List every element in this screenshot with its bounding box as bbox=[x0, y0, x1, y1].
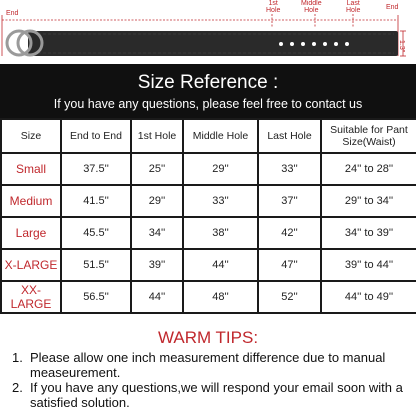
warm-tips-title: WARM TIPS: bbox=[157, 328, 259, 347]
table-cell: 33'' bbox=[258, 153, 321, 185]
table-cell: 51.5'' bbox=[61, 249, 131, 281]
table-row bbox=[1, 185, 416, 217]
size-reference-subtitle: If you have any questions, please feel free to contact us bbox=[53, 97, 363, 111]
table-cell: 34'' bbox=[131, 217, 183, 249]
table-cell: 29'' bbox=[131, 185, 183, 217]
table-row bbox=[1, 281, 416, 313]
table-cell: 42'' bbox=[258, 217, 321, 249]
table-cell: 37.5'' bbox=[61, 153, 131, 185]
tip-item bbox=[12, 380, 410, 410]
table-cell: 44'' bbox=[183, 249, 258, 281]
table-cell: 47'' bbox=[258, 249, 321, 281]
header-last-hole: Last Hole bbox=[258, 119, 321, 153]
belt-diagram bbox=[0, 0, 416, 64]
header-size: Size bbox=[1, 119, 61, 153]
size-reference-title: Size Reference : bbox=[137, 72, 279, 93]
table-cell: 44'' bbox=[131, 281, 183, 313]
table-row bbox=[1, 153, 416, 185]
end-right-label: End bbox=[386, 4, 399, 11]
table-cell: 25'' bbox=[131, 153, 183, 185]
table-cell: 41.5'' bbox=[61, 185, 131, 217]
table-cell: 39'' to 44'' bbox=[321, 249, 416, 281]
table-cell: 34'' to 39'' bbox=[321, 217, 416, 249]
table-row bbox=[1, 217, 416, 249]
tip-item bbox=[12, 350, 410, 380]
first-hole-label: 1st Hole bbox=[266, 0, 281, 14]
table-cell: 44'' to 49'' bbox=[321, 281, 416, 313]
table-cell: 29'' to 34'' bbox=[321, 185, 416, 217]
size-reference-header bbox=[0, 64, 416, 118]
size-cell: Large bbox=[1, 217, 61, 249]
header-first-hole: 1st Hole bbox=[131, 119, 183, 153]
size-cell: X-LARGE bbox=[1, 249, 61, 281]
size-table bbox=[0, 118, 416, 314]
table-cell: 33'' bbox=[183, 185, 258, 217]
table-cell: 38'' bbox=[183, 217, 258, 249]
table-cell: 24'' to 28'' bbox=[321, 153, 416, 185]
table-cell: 48'' bbox=[183, 281, 258, 313]
width-label: 1.3" bbox=[398, 40, 405, 53]
table-cell: 29'' bbox=[183, 153, 258, 185]
belt-strap bbox=[28, 31, 398, 56]
tip-text: Please allow one inch measurement difference due to manual measeurement. bbox=[30, 350, 386, 380]
table-header-row bbox=[1, 119, 416, 153]
size-cell: Medium bbox=[1, 185, 61, 217]
tip-number: 1. bbox=[12, 350, 23, 365]
header-pant-size: Suitable for Pant Size(Waist) bbox=[321, 119, 416, 153]
table-cell: 52'' bbox=[258, 281, 321, 313]
end-left-label: End bbox=[6, 10, 19, 17]
size-cell: XX-LARGE bbox=[1, 281, 61, 313]
table-row bbox=[1, 249, 416, 281]
table-cell: 56.5'' bbox=[61, 281, 131, 313]
tip-text: If you have any questions,we will respond your email soon with a satisfied solution. bbox=[30, 380, 403, 410]
table-cell: 37'' bbox=[258, 185, 321, 217]
tip-number: 2. bbox=[12, 380, 23, 395]
header-end-to-end: End to End bbox=[61, 119, 131, 153]
last-hole-label: Last Hole bbox=[346, 0, 361, 14]
header-middle-hole: Middle Hole bbox=[183, 119, 258, 153]
size-cell: Small bbox=[1, 153, 61, 185]
warm-tips bbox=[0, 322, 416, 414]
table-cell: 45.5'' bbox=[61, 217, 131, 249]
middle-hole-label: Middle Hole bbox=[301, 0, 322, 14]
table-cell: 39'' bbox=[131, 249, 183, 281]
